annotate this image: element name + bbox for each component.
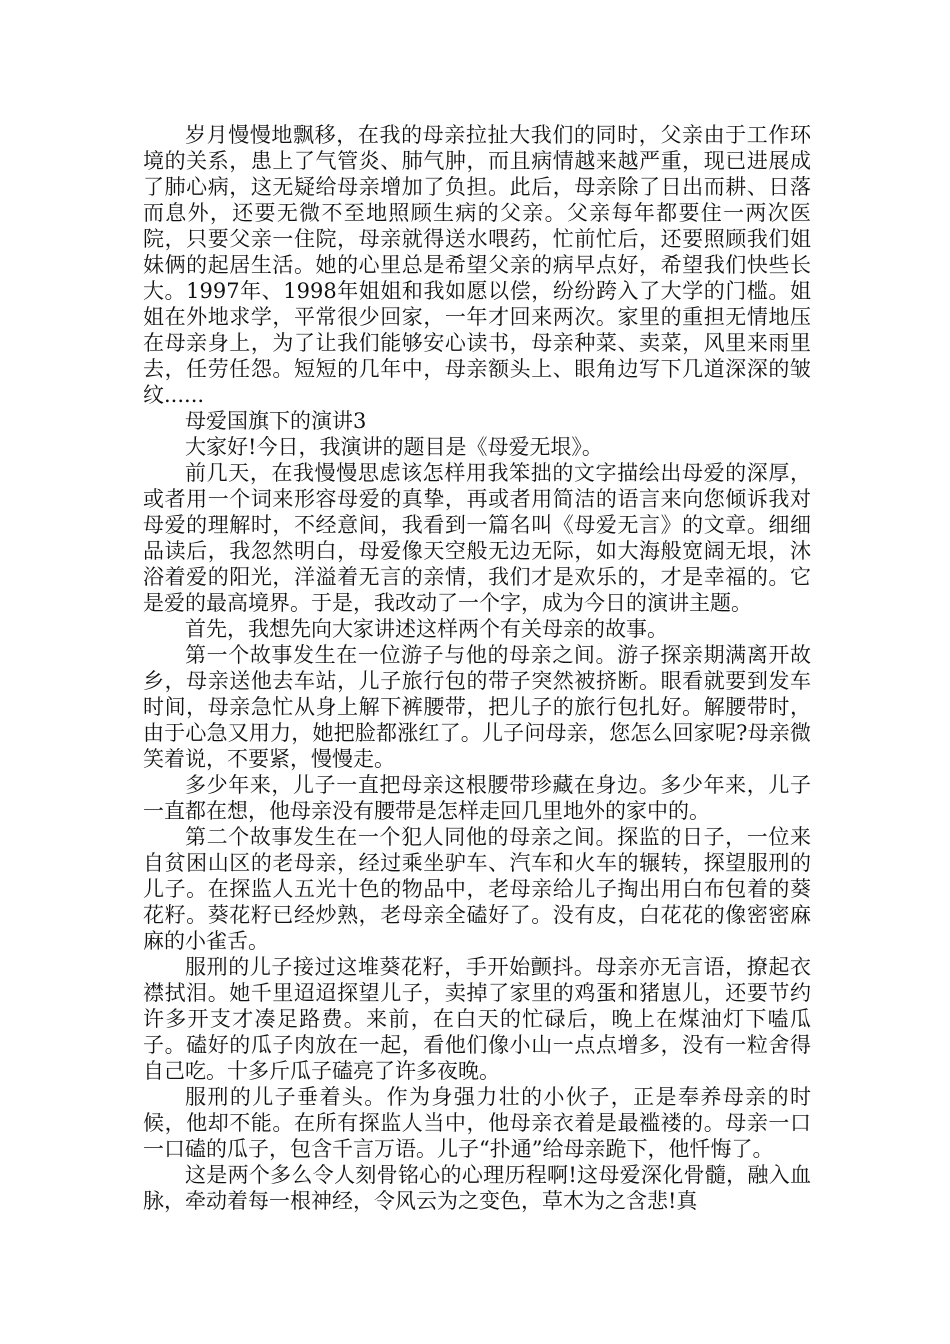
paragraph-first-story-ending: 多少年来，儿子一直把母亲这根腰带珍藏在身边。多少年来，儿子一直都在想，他母亲没有腰带是怎样走回几里地外的家中的。 bbox=[143, 773, 811, 823]
paragraph-introduction: 前几天，在我慢慢思虑该怎样用我笨拙的文字描绘出母爱的深厚，或者用一个词来形容母爱的真挚，再或者用简洁的语言来向您倾诉我对母爱的理解时，不经意间，我看到一篇名叫《母爱无言》的文章。细细品读后，我忽然明白，母爱像天空般无边无际，如大海般宽阔无垠，沐浴着爱的阳光，洋溢着无言的亲情，我们才是欢乐的，才是幸福的。它是爱的最高境界。于是，我改动了一个字，成为今日的演讲主题。 bbox=[143, 461, 811, 615]
paragraph-story-intro: 首先，我想先向大家讲述这样两个有关母亲的故事。 bbox=[185, 617, 668, 641]
paragraph-reflection: 这是两个多么令人刻骨铭心的心理历程啊!这母爱深化骨髓，融入血脉，牵动着每一根神经，令风云为之变色，草木为之含悲!真 bbox=[143, 1163, 811, 1213]
paragraph-second-story-ending: 服刑的儿子垂着头。作为身强力壮的小伙子，正是奉养母亲的时候，他却不能。在所有探监人当中，他母亲衣着是最褴褛的。母亲一口一口磕的瓜子，包含千言万语。儿子“扑通”给母亲跪下，他忏悔了。 bbox=[143, 1085, 811, 1161]
paragraph-first-story: 第一个故事发生在一位游子与他的母亲之间。游子探亲期满离开故乡，母亲送他去车站，儿子旅行包的带子突然被挤断。眼看就要到发车时间，母亲急忙从身上解下裤腰带，把儿子的旅行包扎好。解腰带时，由于心急又用力，她把脸都涨红了。儿子问母亲，您怎么回家呢?母亲微笑着说，不要紧，慢慢走。 bbox=[143, 643, 811, 771]
paragraph-greeting: 大家好!今日，我演讲的题目是《母爱无垠》。 bbox=[185, 435, 603, 459]
paragraph-mother-hardship: 岁月慢慢地飘移，在我的母亲拉扯大我们的同时，父亲由于工作环境的关系，患上了气管炎、肺气肿，而且病情越来越严重，现已进展成了肺心病，这无疑给母亲增加了负担。此后，母亲除了日出而耕、日落而息外，还要无微不至地照顾生病的父亲。父亲每年都要住一两次医院，只要父亲一住院，母亲就得送水喂药，忙前忙后，还要照顾我们姐妹俩的起居生活。她的心里总是希望父亲的病早点好，希望我们快些长大。1997年、1998年姐姐和我如愿以偿，纷纷跨入了大学的门槛。姐姐在外地求学，平常很少回家，一年才回来两次。家里的重担无情地压在母亲身上，为了让我们能够安心读书，母亲种菜、卖菜，风里来雨里去，任劳任怨。短短的几年中，母亲额头上、眼角边写下几道深深的皱纹...... bbox=[143, 123, 811, 407]
paragraph-second-story: 第二个故事发生在一个犯人同他的母亲之间。探监的日子，一位来自贫困山区的老母亲，经过乘坐驴车、汽车和火车的辗转，探望服刑的儿子。在探监人五光十色的物品中，老母亲给儿子掏出用白布包着的葵花籽。葵花籽已经炒熟，老母亲全磕好了。没有皮，白花花的像密密麻麻的小雀舌。 bbox=[143, 825, 811, 953]
document-page bbox=[143, 122, 811, 1214]
section-heading: 母爱国旗下的演讲3 bbox=[185, 409, 367, 433]
paragraph-second-story-seeds: 服刑的儿子接过这堆葵花籽，手开始颤抖。母亲亦无言语，撩起衣襟拭泪。她千里迢迢探望儿子，卖掉了家里的鸡蛋和猪崽儿，还要节约许多开支才凑足路费。来前，在白天的忙碌后，晚上在煤油灯下嗑瓜子。磕好的瓜子肉放在一起，看他们像小山一点点增多，没有一粒舍得自己吃。十多斤瓜子磕亮了许多夜晚。 bbox=[143, 955, 811, 1083]
